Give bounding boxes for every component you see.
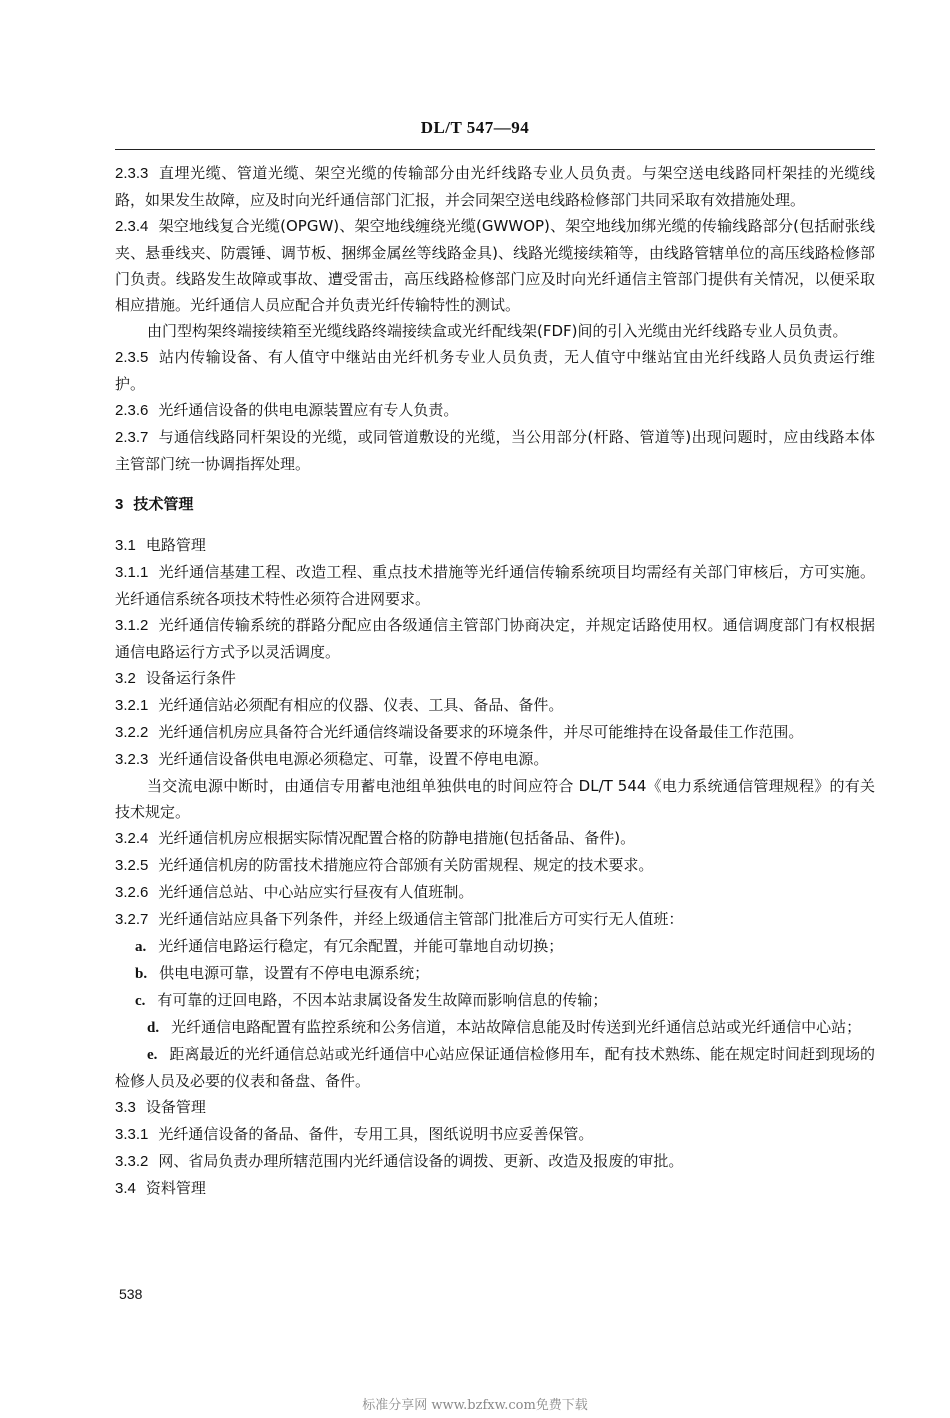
clause-number: 2.3.7 [115,429,149,446]
list-item-text: 光纤通信电路配置有监控系统和公务信道，本站故障信息能及时传送到光纤通信总站或光纤通信中心站； [171,1018,862,1036]
document-code: DL/T 547—94 [420,118,530,137]
clause-number: 3.3 [115,1099,136,1116]
footer-watermark: 标准分享网 www.bzfxw.com免费下载 [362,1398,588,1413]
subsection-3-1 [115,532,875,559]
list-item-c [115,987,875,1014]
clause-number: 2.3.3 [115,165,149,182]
list-item-b [115,960,875,987]
clause-number: 3.2.5 [115,857,149,874]
clause-3-2-3 [115,746,875,773]
clause-number: 2.3.6 [115,402,149,419]
clause-3-2-4 [115,825,875,852]
clause-number: 3.4 [115,1180,136,1197]
clause-text: 设备运行条件 [145,669,236,687]
clause-number: 3.2.2 [115,724,149,741]
clause-2-3-7 [115,424,875,477]
clause-text: 架空地线复合光缆(OPGW)、架空地线缠绕光缆(GWWOP)、架空地线加绑光缆的传输线路部分(包括耐张线夹、悬垂线夹、防震锤、调节板、捆绑金属丝等线路金具)、线路光缆接续箱等，由线路管辖单位的高压线路检修部门负责。线路发生故障或事故、遭受雷击，高压线路检修部门应及时向光纤通信主管部门提供有关情况，以便采取相应措施。光纤通信人员应配合并负责光纤传输特性的测试。 [115,217,875,314]
clause-number: 3.1.2 [115,617,149,634]
page-number: 538 [119,1286,143,1302]
clause-text: 光纤通信基建工程、改造工程、重点技术措施等光纤通信传输系统项目均需经有关部门审核后，方可实施。光纤通信系统各项技术特性必须符合进网要求。 [115,563,875,608]
clause-3-1-2 [115,612,875,665]
list-item-text: 光纤通信电路运行稳定，有冗余配置，并能可靠地自动切换； [158,937,564,955]
clause-text: 光纤通信机房应根据实际情况配置合格的防静电措施(包括备品、备件)。 [158,829,636,847]
clause-number: 2.3.5 [115,349,149,366]
clause-text: 光纤通信设备的供电电源装置应有专人负责。 [158,401,459,419]
clause-text: 电路管理 [145,536,206,554]
clause-number: 3.2 [115,670,136,687]
clause-3-3-2 [115,1148,875,1175]
clause-3-3-1 [115,1121,875,1148]
clause-text: 光纤通信机房的防雷技术措施应符合部颁有关防雷规程、规定的技术要求。 [158,856,654,874]
list-item-e [115,1041,875,1094]
subsection-3-2 [115,665,875,692]
clause-text: 站内传输设备、有人值守中继站由光纤机务专业人员负责，无人值守中继站宜由光纤线路人员负责运行维护。 [115,348,875,393]
clause-text: 光纤通信站应具备下列条件，并经上级通信主管部门批准后方可实行无人值班： [158,910,684,928]
clause-number: 3.2.6 [115,884,149,901]
clause-text: 光纤通信总站、中心站应实行昼夜有人值班制。 [158,883,474,901]
subsection-3-3 [115,1094,875,1121]
clause-number: 3.3.1 [115,1126,149,1143]
clause-number: 2.3.4 [115,218,149,235]
clause-3-2-3-continuation: 当交流电源中断时，由通信专用蓄电池组单独供电的时间应符合 DL/T 544《电力系统通信管理规程》的有关技术规定。 [115,777,875,821]
clause-text: 网、省局负责办理所辖范围内光纤通信设备的调拨、更新、改造及报废的审批。 [158,1152,684,1170]
clause-text: 光纤通信设备的备品、备件，专用工具，图纸说明书应妥善保管。 [158,1125,594,1143]
section-number: 3 [115,496,124,513]
clause-3-1-1 [115,559,875,612]
clause-2-3-6 [115,397,875,424]
list-item-label: a. [135,939,147,955]
subsection-3-4 [115,1175,875,1202]
list-item-label: d. [147,1020,160,1036]
clause-number: 3.2.7 [115,911,149,928]
clause-2-3-4 [115,213,875,318]
list-item-text: 供电电源可靠，设置有不停电电源系统； [159,964,430,982]
clause-text: 光纤通信传输系统的群路分配应由各级通信主管部门协商决定，并规定话路使用权。通信调度部门有权根据通信电路运行方式予以灵活调度。 [115,616,875,661]
list-item-label: c. [135,993,146,1009]
clause-text: 光纤通信机房应具备符合光纤通信终端设备要求的环境条件，并尽可能维持在设备最佳工作范围。 [158,723,804,741]
clause-number: 3.2.4 [115,830,149,847]
clause-text: 资料管理 [145,1179,206,1197]
clause-2-3-4-continuation: 由门型构架终端接续箱至光缆线路终端接续盒或光纤配线架(FDF)间的引入光缆由光纤线路专业人员负责。 [147,322,848,340]
list-item-text: 距离最近的光纤通信总站或光纤通信中心站应保证通信检修用车，配有技术熟练、能在规定时间赶到现场的检修人员及必要的仪表和备盘、备件。 [115,1045,875,1090]
clause-3-2-1 [115,692,875,719]
clause-number: 3.2.1 [115,697,149,714]
clause-3-2-7 [115,906,875,933]
clause-number: 3.2.3 [115,751,149,768]
header-divider [115,149,875,150]
list-item-label: b. [135,966,148,982]
clause-3-2-6 [115,879,875,906]
clause-text: 光纤通信站必须配有相应的仪器、仪表、工具、备品、备件。 [158,696,564,714]
clause-text: 光纤通信设备供电电源必须稳定、可靠，设置不停电电源。 [158,750,549,768]
list-item-a [115,933,875,960]
clause-number: 3.1 [115,537,136,554]
section-heading-3 [115,491,875,518]
clause-number: 3.3.2 [115,1153,149,1170]
document-body [115,160,875,1202]
clause-2-3-3 [115,160,875,213]
clause-text: 与通信线路同杆架设的光缆，或同管道敷设的光缆，当公用部分(杆路、管道等)出现问题时，应由线路本体主管部门统一协调指挥处理。 [115,428,875,473]
list-item-text: 有可靠的迂回电路，不因本站隶属设备发生故障而影响信息的传输； [157,991,608,1009]
section-title: 技术管理 [133,495,194,513]
list-item-label: e. [147,1047,158,1063]
clause-2-3-5 [115,344,875,397]
clause-number: 3.1.1 [115,564,149,581]
clause-3-2-2 [115,719,875,746]
list-item-d [115,1014,875,1041]
clause-text: 设备管理 [145,1098,206,1116]
clause-text: 直埋光缆、管道光缆、架空光缆的传输部分由光纤线路专业人员负责。与架空送电线路同杆架挂的光缆线路，如果发生故障，应及时向光纤通信部门汇报，并会同架空送电线路检修部门共同采取有效措施处理。 [115,164,875,209]
clause-3-2-5 [115,852,875,879]
